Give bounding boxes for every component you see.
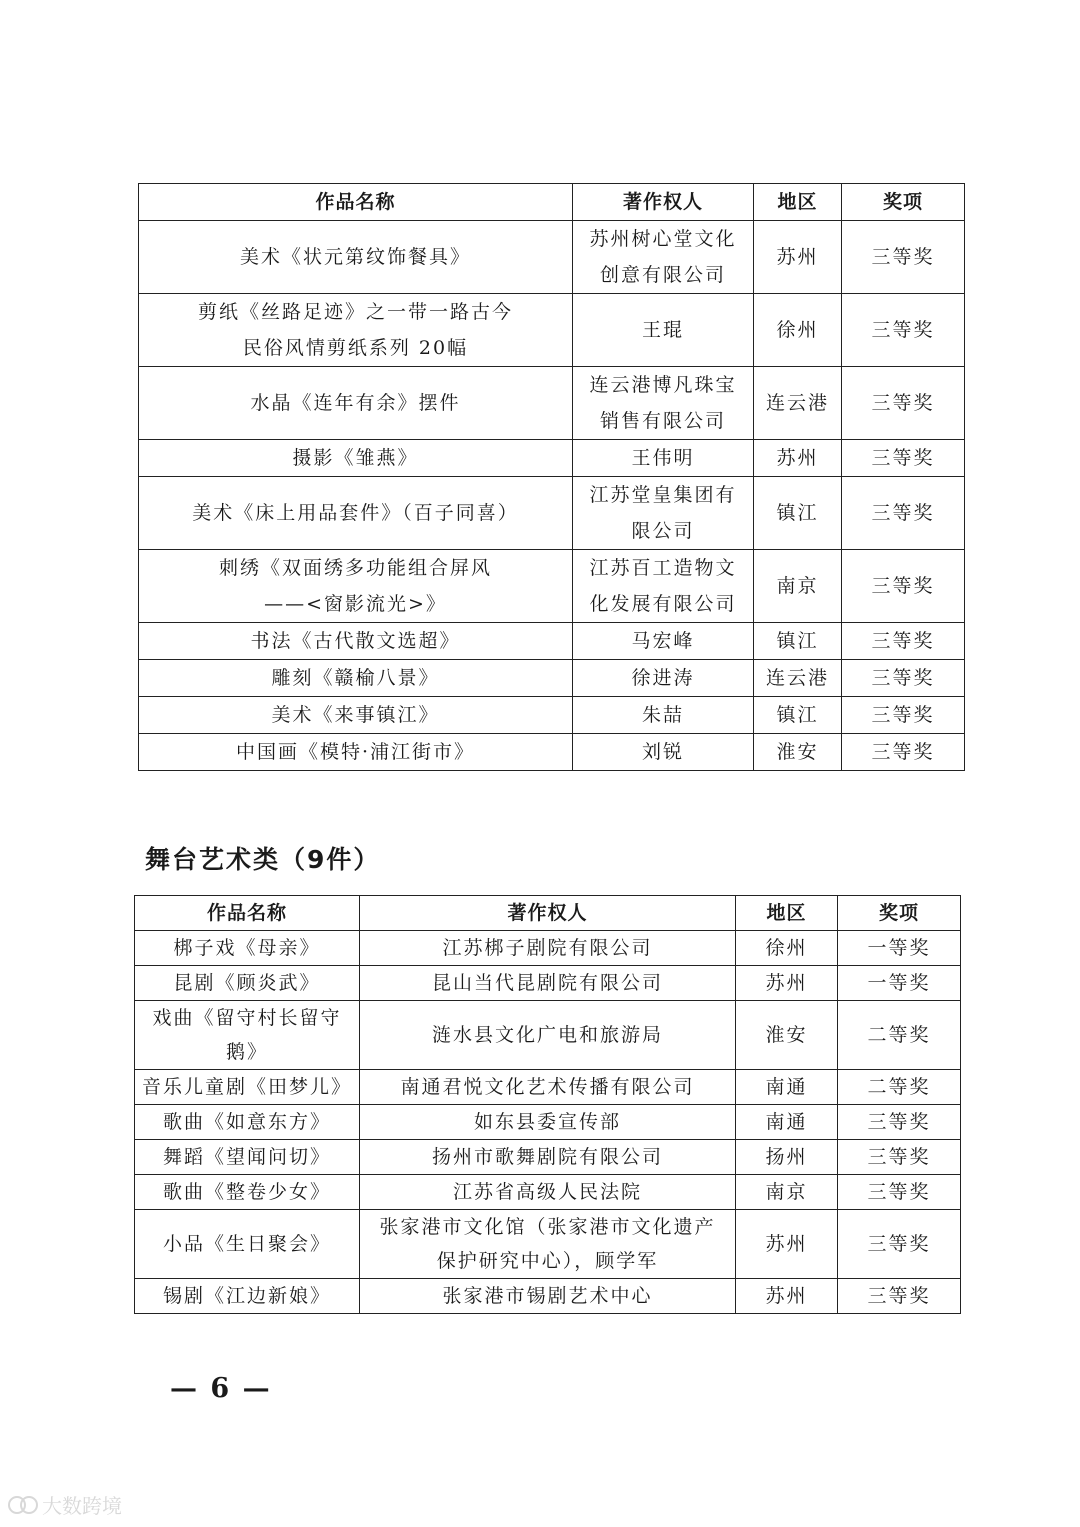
award-cell: 一等奖	[838, 931, 961, 966]
work-cell-line: 锡剧《江边新娘》	[162, 1285, 331, 1307]
award-cell: 一等奖	[838, 966, 961, 1001]
owner-cell-line: 限公司	[631, 520, 695, 542]
work-cell-line: 小品《生日聚会》	[162, 1233, 331, 1255]
work-cell-line: 摄影《雏燕》	[292, 447, 419, 469]
owner-cell-line: 刘锐	[641, 741, 684, 763]
award-cell: 三等奖	[838, 1279, 961, 1314]
award-cell: 三等奖	[842, 477, 965, 550]
table-header-row	[135, 896, 961, 931]
owner-cell-line: 苏州树心堂文化	[589, 228, 737, 250]
table-row	[139, 697, 965, 734]
award-cell: 三等奖	[842, 697, 965, 734]
table-header-row	[139, 184, 965, 221]
region-cell: 南京	[736, 1175, 838, 1210]
award-cell: 三等奖	[838, 1140, 961, 1175]
region-cell: 连云港	[754, 660, 842, 697]
table-row	[135, 966, 961, 1001]
page-number: — 6 —	[170, 1373, 272, 1404]
watermark-text: 大数跨境	[42, 1494, 122, 1518]
table-row	[135, 1001, 961, 1070]
owner-cell	[360, 1210, 736, 1279]
region-cell: 扬州	[736, 1140, 838, 1175]
table-row	[139, 477, 965, 550]
table-row	[139, 294, 965, 367]
work-cell-line: ——<窗影流光>》	[264, 593, 447, 615]
owner-cell	[573, 477, 754, 550]
owner-cell-line: 王琨	[641, 319, 684, 341]
owner-cell-line: 王伟明	[631, 447, 695, 469]
owner-cell-line: 创意有限公司	[599, 264, 726, 286]
header-region: 地区	[736, 896, 838, 931]
work-cell-line: 民俗风情剪纸系列 20幅	[242, 337, 469, 359]
owner-cell	[360, 1105, 736, 1140]
award-cell: 三等奖	[838, 1210, 961, 1279]
award-cell: 三等奖	[842, 734, 965, 771]
work-cell-line: 音乐儿童剧《田梦儿》	[141, 1076, 352, 1098]
table-row	[139, 734, 965, 771]
owner-cell-line: 涟水县文化广电和旅游局	[431, 1024, 663, 1046]
work-cell-line: 美术《状元第纹饰餐具》	[239, 246, 471, 268]
owner-cell	[360, 1279, 736, 1314]
awards-table-2	[134, 895, 961, 1314]
award-cell: 二等奖	[838, 1001, 961, 1070]
awards-table-1	[138, 183, 965, 771]
region-cell: 镇江	[754, 697, 842, 734]
owner-cell-line: 化发展有限公司	[589, 593, 737, 615]
table-row	[135, 1105, 961, 1140]
table-row	[139, 440, 965, 477]
owner-cell	[573, 550, 754, 623]
work-cell	[139, 221, 573, 294]
work-cell-line: 剪纸《丝路足迹》之一带一路古今	[197, 301, 513, 323]
work-cell	[139, 294, 573, 367]
owner-cell	[573, 440, 754, 477]
award-cell: 三等奖	[842, 367, 965, 440]
owner-cell	[360, 931, 736, 966]
work-cell	[135, 1105, 360, 1140]
work-cell-line: 昆剧《顾炎武》	[173, 972, 321, 994]
region-cell: 苏州	[736, 1210, 838, 1279]
owner-cell-line: 南通君悦文化艺术传播有限公司	[400, 1076, 695, 1098]
watermark	[8, 1490, 122, 1519]
table-row	[135, 1175, 961, 1210]
owner-cell-line: 昆山当代昆剧院有限公司	[431, 972, 663, 994]
owner-cell	[360, 1140, 736, 1175]
table-row	[139, 367, 965, 440]
award-cell: 三等奖	[838, 1105, 961, 1140]
owner-cell	[573, 221, 754, 294]
work-cell-line: 美术《来事镇江》	[271, 704, 440, 726]
work-cell	[139, 367, 573, 440]
region-cell: 南通	[736, 1105, 838, 1140]
table-row	[139, 623, 965, 660]
region-cell: 苏州	[754, 221, 842, 294]
owner-cell-line: 如东县委宣传部	[473, 1111, 621, 1133]
header-owner: 著作权人	[573, 184, 754, 221]
work-cell-line: 中国画《模特·浦江街市》	[235, 741, 476, 763]
owner-cell	[573, 697, 754, 734]
owner-cell-line: 张家港市锡剧艺术中心	[442, 1285, 653, 1307]
award-cell: 三等奖	[842, 550, 965, 623]
work-cell-line: 鹅》	[225, 1041, 268, 1063]
owner-cell-line: 徐进涛	[631, 667, 695, 689]
owner-cell	[573, 367, 754, 440]
owner-cell	[573, 623, 754, 660]
owner-cell	[573, 294, 754, 367]
work-cell-line: 戏曲《留守村长留守	[152, 1007, 342, 1029]
owner-cell-line: 江苏百工造物文	[589, 557, 737, 579]
work-cell	[139, 477, 573, 550]
table-row	[135, 1279, 961, 1314]
header-owner: 著作权人	[360, 896, 736, 931]
header-work: 作品名称	[139, 184, 573, 221]
work-cell	[135, 1001, 360, 1070]
owner-cell-line: 连云港博凡珠宝	[589, 374, 737, 396]
award-cell: 三等奖	[842, 294, 965, 367]
work-cell	[135, 1140, 360, 1175]
region-cell: 淮安	[754, 734, 842, 771]
table-row	[139, 660, 965, 697]
work-cell-line: 歌曲《整卷少女》	[162, 1181, 331, 1203]
owner-cell	[360, 1001, 736, 1070]
table-row	[135, 1140, 961, 1175]
region-cell: 南通	[736, 1070, 838, 1105]
header-award: 奖项	[842, 184, 965, 221]
work-cell	[135, 966, 360, 1001]
region-cell: 连云港	[754, 367, 842, 440]
work-cell-line: 梆子戏《母亲》	[173, 937, 321, 959]
watermark-logo-icon	[8, 1494, 38, 1516]
owner-cell-line: 马宏峰	[631, 630, 695, 652]
work-cell	[139, 623, 573, 660]
work-cell-line: 刺绣《双面绣多功能组合屏风	[218, 557, 492, 579]
owner-cell-line: 扬州市歌舞剧院有限公司	[431, 1146, 663, 1168]
table-row	[135, 931, 961, 966]
header-award: 奖项	[838, 896, 961, 931]
header-work: 作品名称	[135, 896, 360, 931]
region-cell: 苏州	[754, 440, 842, 477]
award-cell: 三等奖	[842, 660, 965, 697]
owner-cell-line: 张家港市文化馆（张家港市文化遗产	[379, 1216, 716, 1238]
owner-cell	[573, 660, 754, 697]
award-cell: 三等奖	[842, 440, 965, 477]
award-cell: 三等奖	[842, 623, 965, 660]
award-cell: 二等奖	[838, 1070, 961, 1105]
region-cell: 苏州	[736, 966, 838, 1001]
work-cell	[139, 660, 573, 697]
award-cell: 三等奖	[842, 221, 965, 294]
header-region: 地区	[754, 184, 842, 221]
table-row	[139, 550, 965, 623]
owner-cell	[360, 1175, 736, 1210]
work-cell-line: 舞蹈《望闻问切》	[162, 1146, 331, 1168]
region-cell: 南京	[754, 550, 842, 623]
work-cell-line: 美术《床上用品套件》（百子同喜）	[192, 502, 519, 524]
work-cell	[135, 1279, 360, 1314]
owner-cell	[360, 1070, 736, 1105]
owner-cell	[360, 966, 736, 1001]
table-row	[135, 1070, 961, 1105]
work-cell	[139, 734, 573, 771]
region-cell: 徐州	[754, 294, 842, 367]
work-cell	[139, 440, 573, 477]
region-cell: 徐州	[736, 931, 838, 966]
work-cell	[135, 1070, 360, 1105]
region-cell: 苏州	[736, 1279, 838, 1314]
work-cell	[135, 1210, 360, 1279]
work-cell	[139, 550, 573, 623]
region-cell: 淮安	[736, 1001, 838, 1070]
award-cell: 三等奖	[838, 1175, 961, 1210]
owner-cell-line: 保护研究中心），顾学军	[436, 1250, 659, 1272]
work-cell-line: 书法《古代散文选超》	[250, 630, 461, 652]
region-cell: 镇江	[754, 477, 842, 550]
owner-cell-line: 江苏堂皇集团有	[589, 484, 737, 506]
work-cell-line: 水晶《连年有余》摆件	[250, 392, 461, 414]
work-cell	[135, 1175, 360, 1210]
owner-cell	[573, 734, 754, 771]
region-cell: 镇江	[754, 623, 842, 660]
owner-cell-line: 销售有限公司	[599, 410, 726, 432]
table-row	[135, 1210, 961, 1279]
work-cell-line: 歌曲《如意东方》	[162, 1111, 331, 1133]
owner-cell-line: 江苏梆子剧院有限公司	[442, 937, 653, 959]
work-cell-line: 雕刻《赣榆八景》	[271, 667, 440, 689]
section-title: 舞台艺术类（9件）	[145, 845, 381, 874]
owner-cell-line: 朱喆	[641, 704, 684, 726]
work-cell	[139, 697, 573, 734]
work-cell	[135, 931, 360, 966]
table-row	[139, 221, 965, 294]
owner-cell-line: 江苏省高级人民法院	[452, 1181, 642, 1203]
